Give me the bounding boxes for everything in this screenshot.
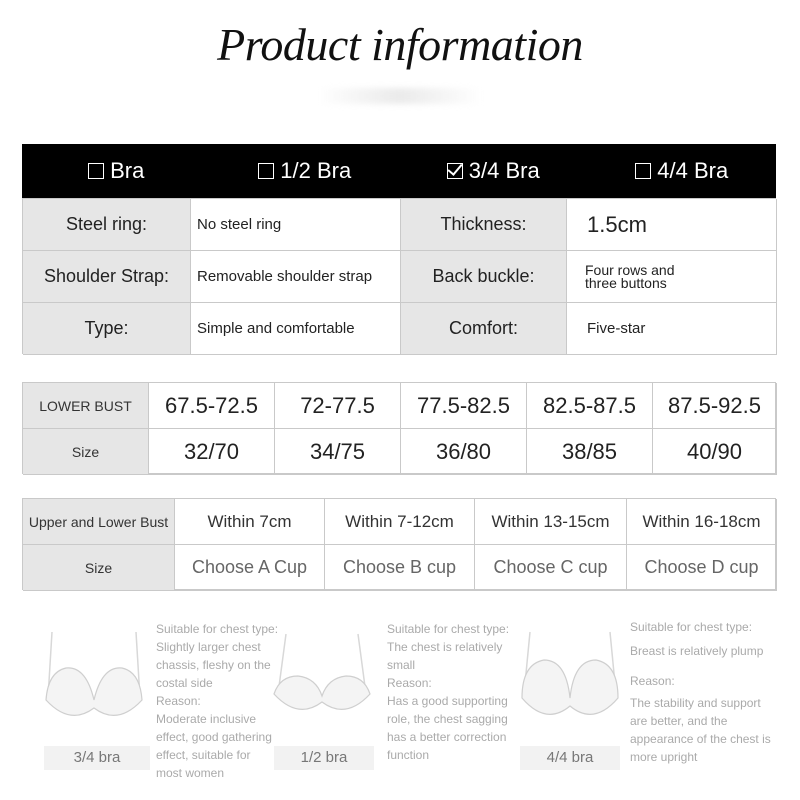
back-buckle-line1: Four rows and [585,261,675,278]
cup-size-label: Size [23,545,175,591]
option-half-bra[interactable] [211,144,400,198]
half-bra-description [387,620,537,764]
option-three-quarter-bra[interactable] [399,144,588,198]
cup-cell: Choose D cup [627,545,777,591]
suitable-label: Suitable for chest type: [630,620,753,634]
checked-checkbox-icon[interactable] [447,163,463,179]
reason-line: The stability and support [630,696,761,710]
reason-line: role, the chest sagging [387,712,508,726]
suitable-line: Breast is relatively plump [630,644,764,658]
full-bra-description [630,618,796,766]
type-label: Type: [23,303,191,355]
option-label: 3/4 Bra [468,158,540,183]
bust-difference-label: Upper and Lower Bust [23,499,175,545]
suitable-line: costal side [156,676,213,690]
cup-cell: Choose B cup [325,545,475,591]
suitable-line: small [387,658,416,672]
back-buckle-value [567,251,777,303]
lower-bust-cell: 67.5-72.5 [149,383,275,429]
size-cell: 32/70 [149,429,275,475]
checkbox-icon[interactable] [258,163,274,179]
option-label: 1/2 Bra [280,158,352,183]
back-buckle-label: Back buckle: [401,251,567,303]
reason-line: appearance of the chest is [630,732,771,746]
lower-bust-cell: 82.5-87.5 [527,383,653,429]
suitable-line: chassis, fleshy on the [156,658,271,672]
reason-line: more upright [630,750,698,764]
option-bra[interactable] [22,144,211,198]
option-full-bra[interactable] [588,144,777,198]
bust-difference-cell: Within 7cm [175,499,325,545]
back-buckle-line2: three buttons [585,274,667,291]
suitable-label: Suitable for chest type: [387,622,510,636]
spec-table [22,198,776,354]
option-label: Bra [110,158,145,183]
cup-table [22,498,776,590]
comfort-value: Five-star [567,303,777,355]
three-quarter-bra-caption: 3/4 bra [44,746,150,770]
reason-line: effect, good gathering [156,730,272,744]
half-bra-caption: 1/2 bra [274,746,374,770]
lower-bust-cell: 72-77.5 [275,383,401,429]
type-value: Simple and comfortable [191,303,401,355]
size-cell: 34/75 [275,429,401,475]
reason-line: are better, and the [630,714,728,728]
lower-bust-cell: 87.5-92.5 [653,383,777,429]
comfort-label: Comfort: [401,303,567,355]
size-table [22,382,776,474]
checkbox-icon[interactable] [88,163,104,179]
lower-bust-cell: 77.5-82.5 [401,383,527,429]
bust-difference-cell: Within 16-18cm [627,499,777,545]
suitable-line: The chest is relatively [387,640,503,654]
reason-line: has a better correction [387,730,507,744]
size-label: Size [23,429,149,475]
reason-line: most women [156,766,225,780]
reason-label: Reason: [630,674,675,688]
bra-type-selector [22,144,776,198]
lower-bust-label: LOWER BUST [23,383,149,429]
thickness-value: 1.5cm [567,199,777,251]
option-label: 4/4 Bra [657,158,729,183]
three-quarter-bra-illustration [38,628,150,728]
reason-label: Reason: [387,676,432,690]
reason-line: Has a good supporting [387,694,508,708]
bust-difference-cell: Within 7-12cm [325,499,475,545]
reason-label: Reason: [156,694,201,708]
size-cell: 40/90 [653,429,777,475]
reason-line: Moderate inclusive [156,712,257,726]
full-bra-caption: 4/4 bra [520,746,620,770]
steel-ring-value: No steel ring [191,199,401,251]
shoulder-strap-label: Shoulder Strap: [23,251,191,303]
shoulder-strap-value: Removable shoulder strap [191,251,401,303]
checkbox-icon[interactable] [635,163,651,179]
page-title: Product information [217,19,583,70]
suitable-line: Slightly larger chest [156,640,261,654]
suitable-label: Suitable for chest type: [156,622,279,636]
cup-cell: Choose A Cup [175,545,325,591]
size-cell: 38/85 [527,429,653,475]
cup-cell: Choose C cup [475,545,627,591]
bust-difference-cell: Within 13-15cm [475,499,627,545]
three-quarter-bra-description [156,620,306,782]
reason-line: effect, suitable for [156,748,251,762]
steel-ring-label: Steel ring: [23,199,191,251]
size-cell: 36/80 [401,429,527,475]
thickness-label: Thickness: [401,199,567,251]
title-reflection [318,88,482,104]
reason-line: function [387,748,430,762]
